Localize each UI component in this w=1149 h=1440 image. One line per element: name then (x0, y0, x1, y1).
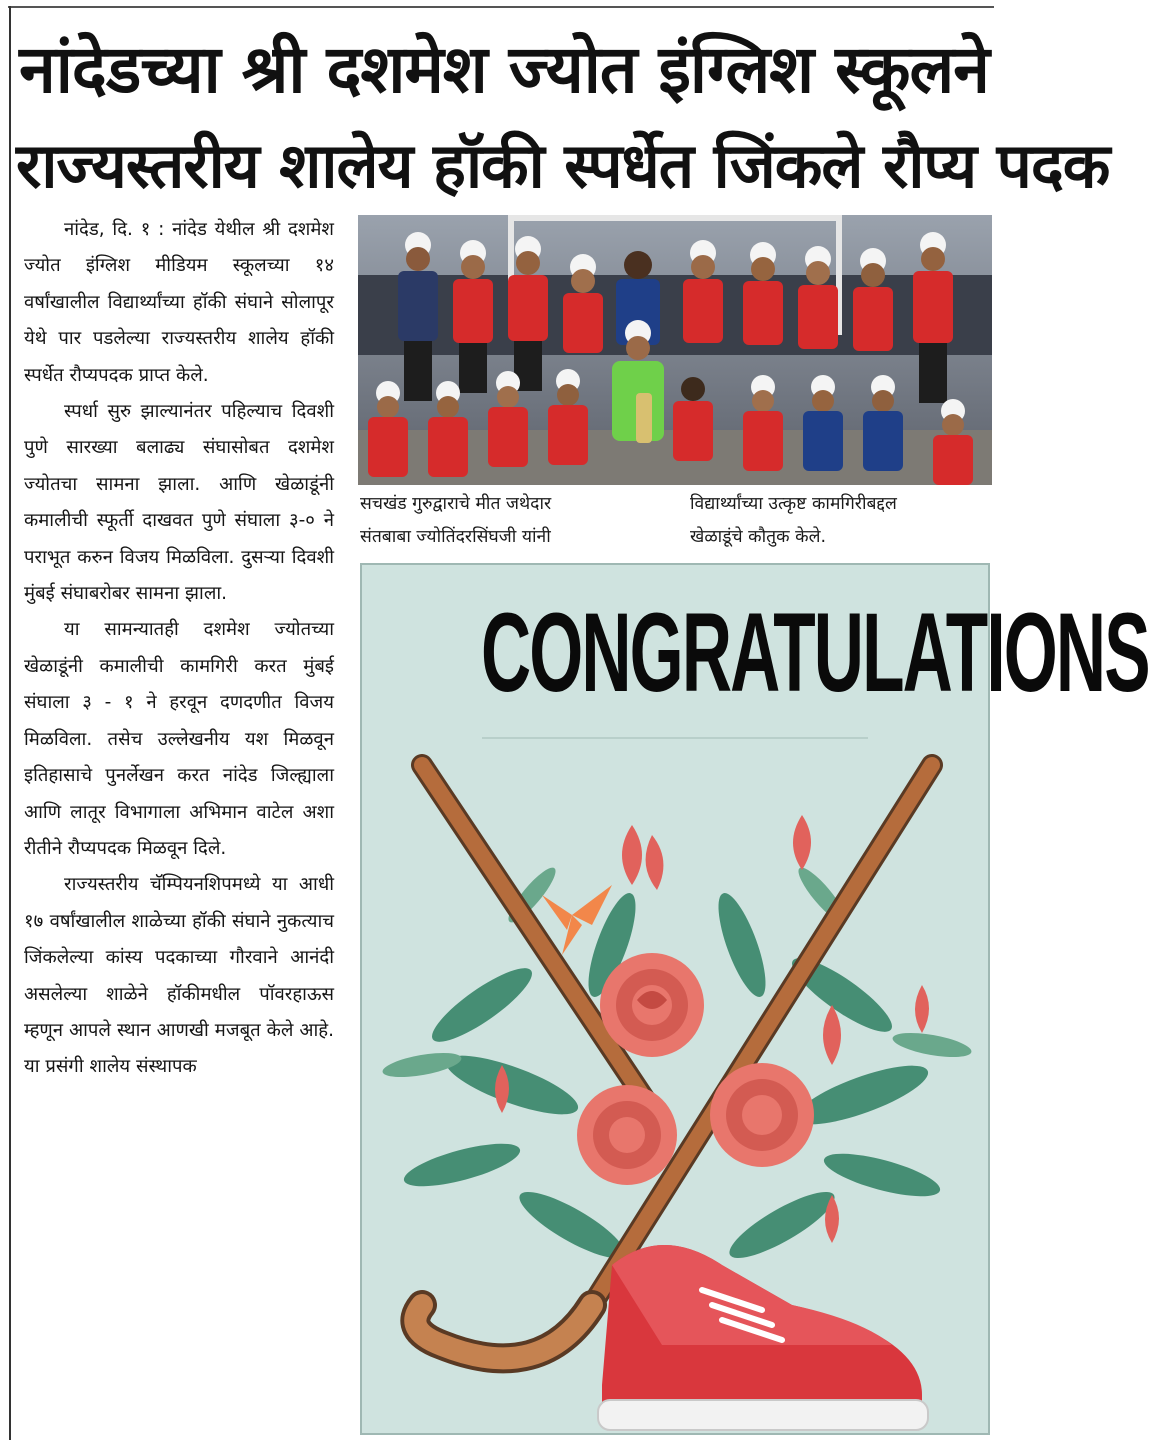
hockey-bouquet-illustration (362, 745, 992, 1435)
congratulations-title: CONGRATULATIONS (480, 590, 1149, 715)
sneaker (598, 1245, 928, 1430)
article-body (24, 212, 334, 1432)
headline-line-1: नांदेडच्या श्री दशमेश ज्योत इंग्लिश स्कूलने (19, 31, 989, 108)
team-photo-illustration (358, 215, 992, 485)
caption-line: विद्यार्थ्यांच्या उत्कृष्ट कामगिरीबद्दल (690, 494, 897, 514)
left-column-rule (9, 6, 11, 1440)
top-rule (8, 6, 994, 8)
caption-right-column (690, 488, 990, 554)
article-paragraph: स्पर्धा सुरु झाल्यानंतर पहिल्याच दिवशी पुणे सारख्या बलाढ्य संघासोबत दशमेश ज्योतचा सामना झाला. आणि खेळाडूंनी कमालीची स्फूर्ती दाखवत पुणे संघाला ३-० ने पराभूत करुन विजय मिळविला. दुसऱ्या दिवशी मुंबई संघाबरोबर सामना झाला. (24, 401, 334, 605)
congratulations-card (360, 563, 1149, 1435)
card-divider (482, 737, 868, 739)
article-paragraph: या सामन्यातही दशमेश ज्योतच्या खेळाडूंनी कमालीची कामगिरी करत मुंबई संघाला ३ - १ ने हरवून दणदणीत विजय मिळविला. तसेच उल्लेखनीय यश मिळवून इतिहासाचे पुनर्लेखन करत नांदेड जिल्ह्याला आणि लातूर विभागाला अभिमान वाटेल अशा रीतीने रौप्यपदक मिळवून दिले. (24, 619, 334, 859)
team-photo (358, 215, 992, 485)
article-paragraph: नांदेड, दि. १ : नांदेड येथील श्री दशमेश ज्योत इंग्लिश मीडियम स्कूलच्या १४ वर्षांखालील विद्यार्थ्यांच्या हॉकी संघाने सोलापूर येथे पार पडलेल्या राज्यस्तरीय शालेय हॉकी स्पर्धेत रौप्यपदक प्राप्त केले. (24, 219, 334, 386)
leaves (400, 888, 944, 1269)
caption-left-column (360, 488, 672, 554)
article-paragraph: राज्यस्तरीय चॅम्पियनशिपमध्ये या आधी १७ वर्षांखालील शाळेच्या हॉकी संघाने नुकत्याच जिंकलेल्या कांस्य पदकाच्या गौरवाने आनंदी असलेल्या शाळेने हॉकीमधील पॉवरहाऊस म्हणून आपले स्थान आणखी मजबूत केले आहे. या प्रसंगी शालेय संस्थापक (24, 874, 334, 1078)
caption-line: सचखंड गुरुद्वाराचे मीत जथेदार (360, 494, 552, 514)
caption-line: संतबाबा ज्योतिंदरसिंघजी यांनी (360, 527, 551, 547)
headline-line-2: राज्यस्तरीय शालेय हॉकी स्पर्धेत जिंकले रौप्य पदक (16, 129, 1110, 202)
caption-line: खेळाडूंचे कौतुक केले. (690, 527, 827, 547)
